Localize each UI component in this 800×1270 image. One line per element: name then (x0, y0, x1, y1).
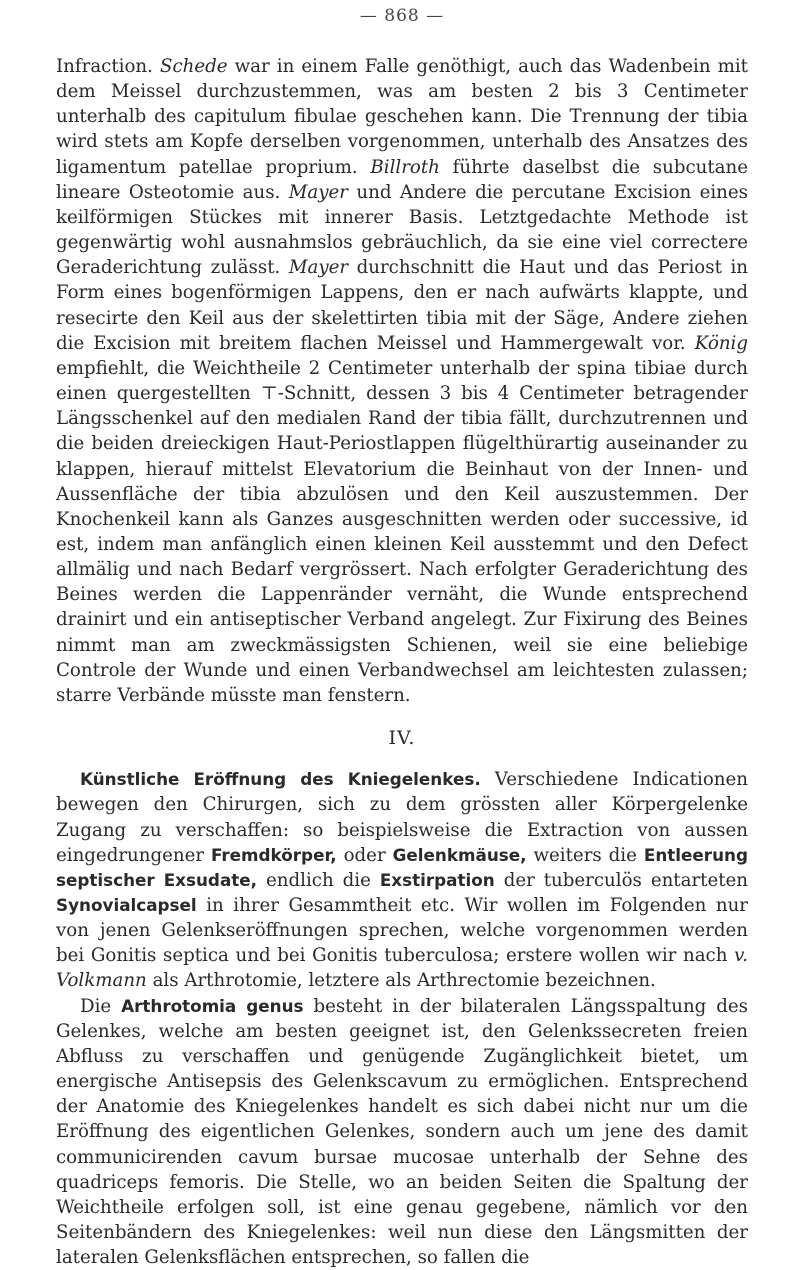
text-run: Verschiedene Indicationen bewegen den Chirurgen, sich zu dem grössten aller Körpergelenke Zugang zu verschaffen: so beispielsweise die Extraction von aussen eingedrungener (56, 769, 749, 866)
body-text (56, 54, 748, 1270)
section-heading: IV. (388, 727, 416, 750)
author-name: Schede (160, 56, 228, 77)
text-run: der tuberculös entarteten (494, 869, 748, 891)
page-number: — 868 — (359, 6, 445, 26)
bold-term: Arthrotomia genus (121, 995, 304, 1016)
text-run: war in einem Falle genöthigt, auch das Wadenbein mit dem Meissel durchzustemmen, was am besten 2 bis 3 Centimeter unterhalb des capitulum fibulae geschehen kann. Die Trennung der tibia wird stets am Kopfe derselben vorgenommen, unterhalb des Ansatzes des ligamentum patellae proprium. (56, 56, 748, 178)
text-run: oder (336, 844, 393, 866)
text-run: in ihrer Gesammtheit etc. Wir wollen im Folgenden nur von jenen Gelenkseröffnungen sprechen, welche vorgenommen werden bei Gonitis septica und bei Gonitis tuberculosa; erstere wollen wir nach (56, 895, 748, 967)
bold-term: Gelenkmäuse, (392, 844, 527, 865)
paragraph-osteotomy (56, 54, 748, 708)
text-run: empfiehlt, die Weichtheile 2 Centimeter unterhalb der spina tibiae durch einen quergestellten ⊤-Schnitt, dessen 3 bis 4 Centimeter betragender Längsschenkel auf den medialen Rand der tibia fällt, durchzutrennen und die beiden dreieckigen Haut-Periostlappen flügelthürartig auseinander zu klappen, hierauf mittelst Elevatorium die Beinhaut von der Innen- und Aussenfläche der tibia abzulösen und den Keil auszustemmen. Der Knochenkeil kann als Ganzes ausgeschnitten werden oder successive, id est, indem man anfänglich einen kleinen Keil ausstemmt und den Defect allmälig und nach Bedarf vergrössert. Nach erfolgter Geraderichtung des Beines werden die Lappenränder vernäht, die Wunde entsprechend drainirt und ein antiseptischer Verband angelegt. Zur Fixirung des Beines nimmt man am zweckmässigsten Schienen, weil sie eine beliebige Controle der Wunde und einen Verbandwechsel am leichtesten zulassen; starre Verbände müsste man fenstern. (56, 357, 748, 706)
bold-term: Exstirpation (379, 869, 495, 890)
paragraph-arthrotomy (56, 994, 748, 1270)
text-run: führte daselbst die subcutane lineare Osteotomie aus. (56, 156, 748, 203)
author-name: v. Volkmann (56, 945, 748, 992)
paragraph-knee-opening (56, 767, 748, 993)
text-run: weiters die (526, 844, 644, 866)
author-name: Billroth (370, 156, 440, 178)
bold-term: Fremdkörper, (211, 844, 337, 865)
author-name: König (694, 332, 748, 354)
bold-term: Entleerung septischer Exsudate, (56, 844, 748, 890)
text-run: besteht in der bilateralen Längsspaltung des Gelenkes, welche am besten geeignet ist, den Gelenkssecreten freien Abfluss zu verschaffen und genügende Zugänglichkeit bietet, um energische Antisepsis des Gelenkscavum zu ermöglichen. Entsprechend der Anatomie des Kniegelenkes handelt es sich dabei nicht nur um die Eröffnung des eigentlichen Gelenkes, sondern auch um jene des damit communicirenden cavum bursae mucosae unterhalb der Sehne des quadriceps femoris. Die Stelle, wo an beiden Seiten die Spaltung der Weichtheile erfolgen soll, ist eine genau gegebene, nämlich vor den Seitenbändern des Kniegelenkes: weil nun diese den Längsmitten der lateralen Gelenksflächen entsprechen, so fallen die (56, 995, 748, 1269)
text-run: durchschnitt die Haut und das Periost in Form eines bogenförmigen Lappens, den er nach aufwärts klappte, und resecirte den Keil aus der skelettirten tibia mit der Säge, Andere ziehen die Excision mit breitem flachen Meissel und Hammergewalt vor. (56, 257, 748, 354)
text-run: und Andere die percutane Excision eines keilförmigen Stückes mit innerer Basis. Letztgedachte Methode ist gegenwärtig wohl ausnahmslos gebräuchlich, da sie eine viel correctere Geraderichtung zulässt. (56, 181, 748, 279)
text-run: endlich die (257, 869, 380, 891)
text-run: als Arthrotomie, letztere als Arthrectomie bezeichnen. (146, 970, 656, 992)
text-run: Infraction. (56, 56, 160, 77)
author-name: Mayer (288, 257, 349, 279)
bold-term: Synovialcapsel (56, 895, 197, 915)
author-name: Mayer (288, 181, 348, 203)
bold-term: Künstliche Eröffnung des Kniegelenkes. (80, 769, 481, 790)
text-run: Die (80, 995, 122, 1017)
